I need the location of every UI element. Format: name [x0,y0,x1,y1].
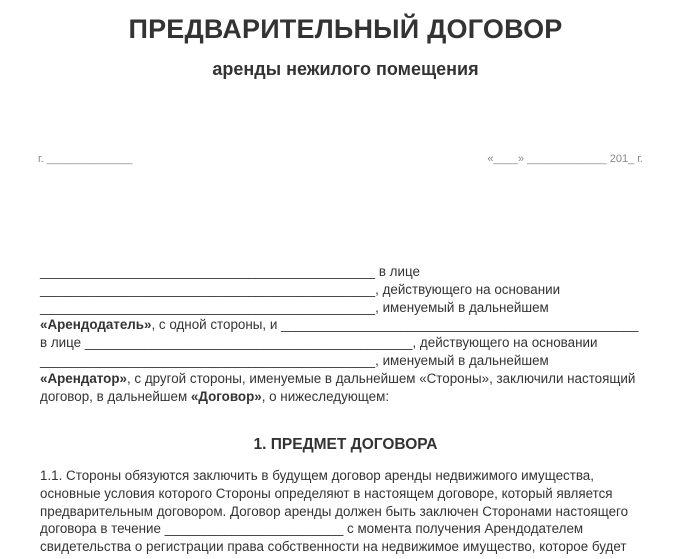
clause-line: договора в течение ________________________ с момента получения Арендодателем [40,521,584,537]
parties-line: _____________________________________________, именуемый в дальнейшем [40,299,549,315]
clause-line: свидетельства о регистрации права собственности на недвижимое имущество, которое будет [40,539,627,555]
place-field: г. ______________ [38,153,133,165]
parties-line [40,388,650,406]
parties-line: _____________________________________________, действующего на основании [40,281,561,297]
clause-line: предварительным договором. Договор аренды должен быть заключен Сторонами настоящего [40,503,629,519]
landlord-term: «Арендодатель» [40,317,152,333]
date-field: «____» _____________ 201_ г. [487,153,643,165]
clause-line: 1.1. Стороны обязуются заключить в будущем договор аренды недвижимого имущества, [40,468,594,483]
parties-line-text: договор, в дальнейшем [40,388,191,404]
parties-line-text: , о нижеследующем: [261,388,390,404]
document-title: ПРЕДВАРИТЕЛЬНЫЙ ДОГОВОР [128,14,563,44]
clause-line: основные условия которого Стороны определяют в настоящем договоре, который является [40,485,613,501]
parties-line-text: , с другой стороны, именуемые в дальнейшем «Стороны», заключили настоящий [126,370,636,386]
parties-line [40,370,650,388]
parties-line: в лице ____________________________________________, действующего на основании [40,335,598,351]
parties-paragraph [40,263,650,405]
parties-line: _____________________________________________ в лице [40,264,420,279]
parties-line: _____________________________________________, именуемый в дальнейшем [40,352,549,368]
clause-1-1 [40,467,650,556]
tenant-term: «Арендатор» [40,370,127,386]
contract-term: «Договор» [190,388,262,404]
parties-line-text: , с одной стороны, и ________________________________________________ [151,317,639,333]
section-heading: 1. ПРЕДМЕТ ДОГОВОРА [253,436,438,453]
document-subtitle: аренды нежилого помещения [212,59,479,79]
parties-line [40,316,650,334]
